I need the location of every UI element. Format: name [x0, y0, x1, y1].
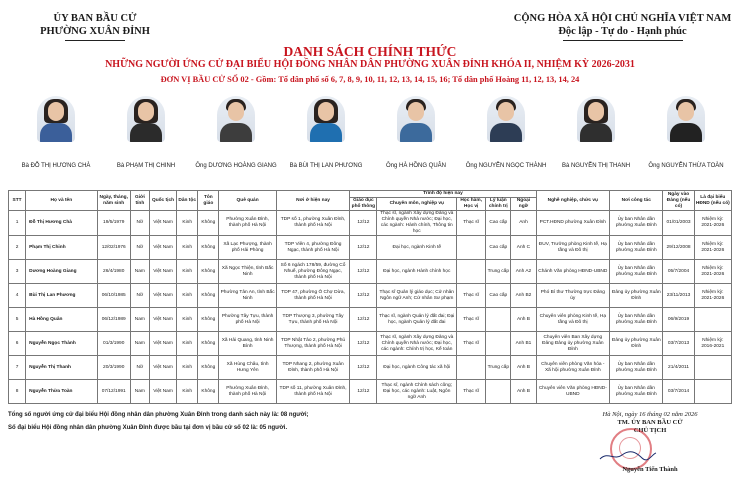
cell-hometown: Xã Hùng Châu, tỉnh Hưng Yên — [219, 356, 276, 380]
cell-specialty: Đại học, ngành Công tác xã hội — [377, 356, 457, 380]
cell-workplace: Ủy ban Nhân dân phường Xuân Đỉnh — [610, 260, 663, 284]
cell-workplace: Ủy ban Nhân dân phường Xuân Đỉnh — [610, 308, 663, 332]
candidate-caption: Bà PHẠM THỊ CHINH — [116, 163, 176, 169]
candidate-photo — [37, 96, 75, 142]
cell-degree — [457, 236, 486, 260]
cell-stt: 6 — [9, 332, 26, 356]
candidate-card — [12, 96, 100, 170]
cell-sex: Nam — [130, 260, 149, 284]
cell-religion: Không — [198, 356, 219, 380]
cell-ethnicity: Kinh — [177, 332, 198, 356]
cell-religion: Không — [198, 332, 219, 356]
cell-sex: Nam — [130, 380, 149, 404]
cell-ethnicity: Kinh — [177, 380, 198, 404]
col-hdnd: Là đại biểu HĐND (nếu có) — [694, 191, 731, 211]
cell-degree: Thạc sĩ — [457, 332, 486, 356]
cell-residence: TDP Thượng 3, phường Tây Tựu, thành phố Hà Nội — [276, 308, 350, 332]
national-motto: Độc lập - Tự do - Hạnh phúc — [558, 26, 687, 37]
cell-general-edu: 12/12 — [350, 332, 377, 356]
cell-residence: TDP Nhật Tảo 2, phường Phú Thượng, thành phố Hà Nội — [276, 332, 350, 356]
cell-stt: 3 — [9, 260, 26, 284]
candidate-card — [282, 96, 370, 170]
cell-ethnicity: Kinh — [177, 308, 198, 332]
cell-job: Chuyên viên Văn phòng HĐND-UBND — [536, 380, 610, 404]
signing-org: TM. ỦY BAN BẦU CỬ — [617, 419, 683, 426]
issuing-body-header — [20, 12, 170, 41]
place-date: Hà Nội, ngày 16 tháng 02 năm 2026 — [602, 411, 698, 418]
cell-job: Chánh Văn phòng HĐND-UBND — [536, 260, 610, 284]
cell-party-date: 21/4/2011 — [663, 356, 694, 380]
cell-stt: 2 — [9, 236, 26, 260]
cell-stt: 4 — [9, 284, 26, 308]
cell-name: Nguyễn Thừa Toàn — [26, 380, 97, 404]
cell-hometown: Xã Hải Quang, tỉnh Ninh Bình — [219, 332, 276, 356]
cell-dob: 06/12/1989 — [97, 308, 130, 332]
cell-sex: Nữ — [130, 284, 149, 308]
cell-party-date: 23/11/2013 — [663, 284, 694, 308]
col-specialty: Chuyên môn, nghiệp vụ — [377, 198, 457, 211]
candidate-photos — [12, 96, 730, 182]
signer-name: Nguyễn Tiến Thành — [622, 466, 678, 473]
col-politics: Lý luận chính trị — [486, 198, 511, 211]
cell-language: Anh B — [511, 308, 536, 332]
cell-job: Chuyên viên phòng Văn hóa - Xã hội phường Xuân Đỉnh — [536, 356, 610, 380]
cell-job: ĐUV, Trưởng phòng Kinh tế, Hạ tầng và Đô thị — [536, 236, 610, 260]
cell-specialty: Thạc sĩ, ngành Xây dựng Đảng và Chính quyền Nhà nước; Đại học, các ngành: Chính trị học, Kế toán — [377, 332, 457, 356]
cell-sex: Nam — [130, 332, 149, 356]
table-row — [9, 236, 732, 260]
col-stt: STT — [9, 191, 26, 211]
cell-sex: Nữ — [130, 211, 149, 236]
cell-dob: 01/3/1990 — [97, 332, 130, 356]
cell-specialty: Đại học, ngành Kinh tế — [377, 236, 457, 260]
candidate-caption: Bà BÙI THỊ LAN PHƯƠNG — [289, 163, 363, 169]
table-row — [9, 332, 732, 356]
cell-religion: Không — [198, 308, 219, 332]
candidate-table — [8, 190, 732, 404]
col-party-date: Ngày vào Đảng (nếu có) — [663, 191, 694, 211]
cell-nationality: Việt Nam — [149, 356, 176, 380]
table-row — [9, 211, 732, 236]
cell-residence: Số 6 ngách 178/59, đường Cổ Nhuế, phường Đông Ngạc, thành phố Hà Nội — [276, 260, 350, 284]
candidate-caption: Bà NGUYỄN THỊ THANH — [561, 163, 631, 169]
cell-degree — [457, 356, 486, 380]
col-religion: Tôn giáo — [198, 191, 219, 211]
candidate-caption: Ông DƯƠNG HOÀNG GIANG — [195, 163, 277, 169]
cell-ethnicity: Kinh — [177, 236, 198, 260]
cell-dob: 26/4/1980 — [97, 260, 130, 284]
cell-party-date: 01/01/2003 — [663, 211, 694, 236]
cell-specialty: Đại học, ngành Hành chính học — [377, 260, 457, 284]
cell-degree: Thạc sĩ — [457, 380, 486, 404]
cell-specialty: Thạc sĩ Quản lý giáo dục; Cử nhân Ngôn ngữ Anh; Cử nhân Sư phạm — [377, 284, 457, 308]
cell-stt: 5 — [9, 308, 26, 332]
cell-workplace: Ủy ban Nhân dân phường Xuân Đỉnh — [610, 356, 663, 380]
col-sex: Giới tính — [130, 191, 149, 211]
cell-language: Anh B1 — [511, 332, 536, 356]
candidate-card — [102, 96, 190, 170]
cell-general-edu: 12/12 — [350, 356, 377, 380]
cell-party-date: 05/7/2004 — [663, 260, 694, 284]
cell-name: Nguyễn Thị Thanh — [26, 356, 97, 380]
col-degree: Học hàm, Học vị — [457, 198, 486, 211]
cell-name: Bùi Thị Lan Phương — [26, 284, 97, 308]
cell-nationality: Việt Nam — [149, 284, 176, 308]
cell-hdnd — [694, 356, 731, 380]
cell-politics: Cao cấp — [486, 236, 511, 260]
cell-politics: Cao cấp — [486, 211, 511, 236]
candidate-caption: Ông HÀ HỒNG QUÂN — [385, 163, 446, 169]
cell-language: Anh — [511, 211, 536, 236]
handwritten-signature — [598, 450, 658, 462]
cell-degree — [457, 260, 486, 284]
cell-ethnicity: Kinh — [177, 284, 198, 308]
cell-job: Phó Bí thư Thường trực Đảng ủy — [536, 284, 610, 308]
cell-specialty: Thạc sĩ, ngành Quản lý đất đai; Đại học, ngành Quản lý đất đai — [377, 308, 457, 332]
cell-religion: Không — [198, 236, 219, 260]
cell-politics: Cao cấp — [486, 284, 511, 308]
signing-role: CHỦ TỊCH — [633, 427, 667, 434]
cell-hdnd: Nhiệm kỳ: 2021-2026 — [694, 284, 731, 308]
cell-hometown: Phường Tây Tựu, thành phố Hà Nội — [219, 308, 276, 332]
table-row — [9, 380, 732, 404]
cell-politics: Trung cấp — [486, 356, 511, 380]
cell-nationality: Việt Nam — [149, 308, 176, 332]
cell-party-date: 06/9/2019 — [663, 308, 694, 332]
total-candidates-note: Tổng số người ứng cử đại biểu Hội đồng nhân dân phường Xuân Đỉnh trong danh sách này là: 08 người; — [8, 412, 309, 418]
cell-workplace: Đảng ủy phường Xuân Đỉnh — [610, 332, 663, 356]
cell-politics — [486, 380, 511, 404]
candidate-photo — [487, 96, 525, 142]
cell-name: Phạm Thị Chinh — [26, 236, 97, 260]
cell-hdnd: Nhiệm kỳ: 2021-2026 — [694, 236, 731, 260]
cell-language: Anh B — [511, 380, 536, 404]
cell-dob: 06/10/1985 — [97, 284, 130, 308]
cell-dob: 20/3/1990 — [97, 356, 130, 380]
document-title: DANH SÁCH CHÍNH THỨC — [283, 44, 457, 59]
cell-general-edu: 12/12 — [350, 260, 377, 284]
cell-name: Đỗ Thị Hương Chà — [26, 211, 97, 236]
candidate-card — [372, 96, 460, 170]
cell-residence: TDP Nhang 2, phường Xuân Đỉnh, thành phố Hà Nội — [276, 356, 350, 380]
col-language: Ngoại ngữ — [511, 198, 536, 211]
cell-stt: 8 — [9, 380, 26, 404]
cell-name: Hà Hồng Quân — [26, 308, 97, 332]
cell-nationality: Việt Nam — [149, 260, 176, 284]
candidate-photo — [307, 96, 345, 142]
national-title: CỘNG HÒA XÃ HỘI CHỦ NGHĨA VIỆT NAM — [513, 13, 732, 24]
cell-nationality: Việt Nam — [149, 332, 176, 356]
cell-language: Anh B2 — [511, 284, 536, 308]
cell-hdnd: Nhiệm kỳ: 2021-2026 — [694, 260, 731, 284]
cell-religion: Không — [198, 380, 219, 404]
col-name: Họ và tên — [26, 191, 97, 211]
cell-nationality: Việt Nam — [149, 380, 176, 404]
cell-dob: 07/12/1991 — [97, 380, 130, 404]
table-row — [9, 284, 732, 308]
col-ethnicity: Dân tộc — [177, 191, 198, 211]
cell-stt: 1 — [9, 211, 26, 236]
cell-stt: 7 — [9, 356, 26, 380]
cell-residence: TDP Viên 4, phường Đông Ngạc, thành phố Hà Nội — [276, 236, 350, 260]
col-residence: Nơi ở hiện nay — [276, 191, 350, 211]
cell-residence: TDP số 11, phường Xuân Đỉnh, thành phố Hà Nội — [276, 380, 350, 404]
candidate-photo — [217, 96, 255, 142]
cell-sex: Nữ — [130, 356, 149, 380]
cell-sex: Nam — [130, 308, 149, 332]
cell-hdnd — [694, 380, 731, 404]
motto-underline — [563, 40, 683, 41]
cell-politics — [486, 308, 511, 332]
candidate-card — [552, 96, 640, 170]
cell-workplace: Ủy ban Nhân dân phường Xuân Đỉnh — [610, 211, 663, 236]
signature-block — [565, 411, 735, 435]
cell-residence: TDP số 1, phường Xuân Đỉnh, thành phố Hà Nội — [276, 211, 350, 236]
cell-language: Anh A2 — [511, 260, 536, 284]
cell-hdnd: Nhiệm kỳ: 2016-2021 — [694, 332, 731, 356]
issuing-body-line1: ỦY BAN BẦU CỬ — [53, 13, 137, 24]
table-row — [9, 260, 732, 284]
cell-degree: Thạc sĩ — [457, 211, 486, 236]
cell-party-date: 03/7/2014 — [663, 380, 694, 404]
col-nationality: Quốc tịch — [149, 191, 176, 211]
national-header — [505, 12, 740, 41]
elected-count-note: Số đại biểu Hội đồng nhân dân phường Xuân Đỉnh được bầu tại đơn vị bầu cử số 02 là: 05 người. — [8, 425, 288, 431]
cell-politics: Trung cấp — [486, 260, 511, 284]
cell-hometown: Phường Xuân Đỉnh, thành phố Hà Nội — [219, 380, 276, 404]
col-general-edu: Giáo dục phổ thông — [351, 198, 376, 209]
col-level-group: Trình độ hiện nay — [350, 191, 536, 198]
table-row — [9, 356, 732, 380]
cell-party-date: 03/7/2013 — [663, 332, 694, 356]
cell-language: Anh B — [511, 356, 536, 380]
candidate-photo — [397, 96, 435, 142]
cell-job: Chuyên viên Ban Xây dựng Đảng Đảng ủy phường Xuân Đỉnh — [536, 332, 610, 356]
cell-hometown: Phường Tản An, tỉnh Bắc Ninh — [219, 284, 276, 308]
cell-degree: Thạc sĩ — [457, 284, 486, 308]
header-underline — [65, 40, 125, 41]
document-subtitle: NHỮNG NGƯỜI ỨNG CỬ ĐẠI BIỂU HỘI ĐỒNG NHÂN DÂN PHƯỜNG XUÂN ĐỈNH KHÓA II, NHIỆM KỲ 2026-2031 — [105, 59, 635, 70]
electoral-unit: ĐƠN VỊ BẦU CỬ SỐ 02 - Gồm: Tổ dân phố số 6, 7, 8, 9, 10, 11, 12, 13, 14, 15, 16; Tổ dân phố Hoàng 11, 12, 13, 14, 24 — [160, 75, 580, 84]
candidate-card — [462, 96, 550, 170]
cell-ethnicity: Kinh — [177, 211, 198, 236]
cell-ethnicity: Kinh — [177, 260, 198, 284]
cell-dob: 12/02/1976 — [97, 236, 130, 260]
cell-general-edu: 12/12 — [350, 211, 377, 236]
cell-ethnicity: Kinh — [177, 356, 198, 380]
cell-dob: 19/5/1979 — [97, 211, 130, 236]
cell-general-edu: 12/12 — [350, 236, 377, 260]
col-workplace: Nơi công tác — [610, 191, 663, 211]
candidate-card — [642, 96, 730, 170]
cell-hdnd: Nhiệm kỳ: 2021-2026 — [694, 211, 731, 236]
cell-nationality: Việt Nam — [149, 236, 176, 260]
cell-name: Dương Hoàng Giang — [26, 260, 97, 284]
cell-specialty: Thạc sĩ, ngành Chính sách công; Đại học, các ngành: Luật, Ngôn ngữ Anh — [377, 380, 457, 404]
cell-workplace: Ủy ban Nhân dân phường Xuân Đỉnh — [610, 236, 663, 260]
cell-language: Anh C — [511, 236, 536, 260]
cell-residence: TDP 47, phường Ô Chợ Dừa, thành phố Hà Nội — [276, 284, 350, 308]
col-dob: Ngày, tháng, năm sinh — [97, 191, 130, 211]
cell-hometown: Xã Lạc Phượng, thành phố Hải Phòng — [219, 236, 276, 260]
cell-nationality: Việt Nam — [149, 211, 176, 236]
cell-party-date: 29/12/2008 — [663, 236, 694, 260]
table-row — [9, 308, 732, 332]
col-hometown: Quê quán — [219, 191, 276, 211]
cell-hdnd — [694, 308, 731, 332]
candidate-photo — [127, 96, 165, 142]
cell-religion: Không — [198, 211, 219, 236]
cell-hometown: Phường Xuân Đỉnh, thành phố Hà Nội — [219, 211, 276, 236]
issuing-body-line2: PHƯỜNG XUÂN ĐỈNH — [40, 26, 150, 37]
official-seal — [610, 428, 652, 470]
cell-job: PCT.HĐND phường Xuân Đỉnh — [536, 211, 610, 236]
cell-general-edu: 12/12 — [350, 380, 377, 404]
cell-specialty: Thạc sĩ, ngành Xây dựng Đảng và Chính quyền Nhà nước; Đại học, các ngành: Hành chính, Thông tin học — [377, 211, 457, 236]
cell-job: Chuyên viên phòng Kinh tế, Hạ tầng và Đô thị — [536, 308, 610, 332]
cell-religion: Không — [198, 260, 219, 284]
candidate-photo — [667, 96, 705, 142]
cell-general-edu: 12/12 — [350, 308, 377, 332]
cell-degree: Thạc sĩ — [457, 308, 486, 332]
cell-hometown: Xã Ngọc Thiện, tỉnh Bắc Ninh — [219, 260, 276, 284]
candidate-photo — [577, 96, 615, 142]
cell-workplace: Đảng ủy phường Xuân Đỉnh — [610, 284, 663, 308]
cell-workplace: Ủy ban Nhân dân phường Xuân Đỉnh — [610, 380, 663, 404]
candidate-caption: Bà ĐỖ THỊ HƯƠNG CHÀ — [21, 163, 91, 169]
cell-politics — [486, 332, 511, 356]
cell-sex: Nữ — [130, 236, 149, 260]
candidate-caption: Ông NGUYỄN THỪA TOÀN — [648, 163, 724, 169]
cell-name: Nguyễn Ngọc Thành — [26, 332, 97, 356]
candidate-card — [192, 96, 280, 170]
cell-religion: Không — [198, 284, 219, 308]
col-job: Nghề nghiệp, chức vụ — [536, 191, 610, 211]
candidate-caption: Ông NGUYỄN NGỌC THÀNH — [465, 163, 547, 169]
cell-general-edu: 12/12 — [350, 284, 377, 308]
